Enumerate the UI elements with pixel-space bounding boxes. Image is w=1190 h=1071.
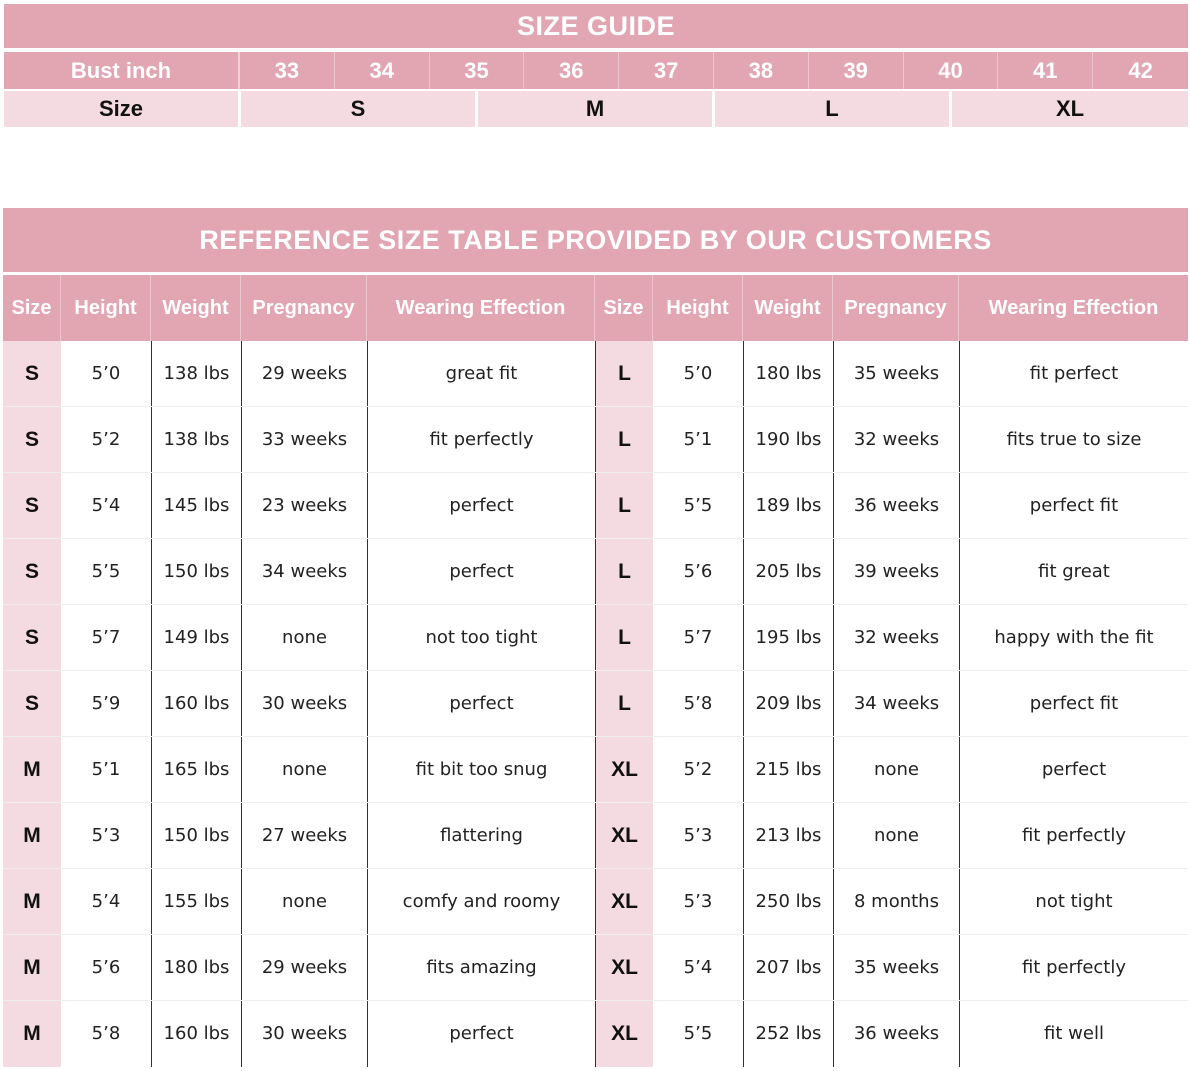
- cell-wearing-effection: not tight: [959, 869, 1188, 934]
- bust-value: 40: [904, 52, 999, 89]
- cell-wearing-effection: fit well: [959, 1001, 1188, 1067]
- cell-weight: 250 lbs: [743, 869, 833, 934]
- cell-wearing-effection: perfect: [367, 473, 595, 538]
- header-size: Size: [595, 275, 653, 341]
- cell-pregnancy: 33 weeks: [241, 407, 367, 472]
- bust-value: 35: [430, 52, 525, 89]
- cell-wearing-effection: fit perfect: [959, 341, 1188, 406]
- cell-height: 5’3: [91, 825, 121, 846]
- cell-size: S: [3, 407, 61, 472]
- cell-height: 5’4: [683, 957, 713, 978]
- size-row-label: Size: [4, 91, 241, 127]
- cell-weight: 189 lbs: [743, 473, 833, 538]
- bust-value: 42: [1128, 58, 1153, 83]
- reference-table-title: REFERENCE SIZE TABLE PROVIDED BY OUR CUSTOMERS: [3, 208, 1188, 272]
- cell-size: XL: [595, 803, 653, 868]
- bust-value: 38: [714, 52, 809, 89]
- cell-size: L: [595, 605, 653, 670]
- cell-wearing-effection: fit perfectly: [367, 407, 595, 472]
- bust-value: 33: [240, 52, 335, 89]
- cell-height: 5’7: [683, 627, 713, 648]
- cell-pregnancy: 39 weeks: [833, 539, 959, 604]
- bust-inch-label: Bust inch: [4, 52, 240, 89]
- cell-height: 5’1: [683, 429, 713, 450]
- cell-pregnancy: 8 months: [833, 869, 959, 934]
- cell-size: XL: [595, 869, 653, 934]
- cell-weight: 195 lbs: [743, 605, 833, 670]
- cell-weight: 209 lbs: [743, 671, 833, 736]
- cell-weight: 138 lbs: [151, 341, 241, 406]
- cell-weight: 149 lbs: [151, 605, 241, 670]
- table-row: [3, 473, 1188, 539]
- cell-size: L: [595, 539, 653, 604]
- cell-height: 5’6: [91, 957, 121, 978]
- cell-height: 5’5: [683, 1023, 713, 1044]
- cell-height: 5’5: [91, 561, 121, 582]
- cell-size: XL: [595, 737, 653, 802]
- cell-pregnancy: none: [833, 803, 959, 868]
- cell-weight: 160 lbs: [151, 671, 241, 736]
- size-value-l: L: [715, 91, 952, 127]
- cell-size: M: [3, 869, 61, 934]
- cell-pregnancy: 35 weeks: [833, 935, 959, 1000]
- cell-wearing-effection: flattering: [367, 803, 595, 868]
- bust-value: 39: [809, 52, 904, 89]
- cell-weight: 150 lbs: [151, 539, 241, 604]
- cell-wearing-effection: fit perfectly: [959, 935, 1188, 1000]
- cell-pregnancy: none: [241, 869, 367, 934]
- header-weight: Weight: [743, 275, 833, 341]
- cell-size: S: [3, 671, 61, 736]
- cell-wearing-effection: perfect: [959, 737, 1188, 802]
- cell-pregnancy: 32 weeks: [833, 407, 959, 472]
- cell-weight: 190 lbs: [743, 407, 833, 472]
- reference-table-header: [3, 275, 1188, 341]
- header-weight: Weight: [151, 275, 241, 341]
- cell-size: XL: [595, 1001, 653, 1067]
- cell-weight: 180 lbs: [743, 341, 833, 406]
- bust-inch-row: [4, 52, 1188, 89]
- header-wearing-effection: Wearing Effection: [988, 297, 1159, 319]
- cell-weight: 207 lbs: [743, 935, 833, 1000]
- cell-height: 5’2: [683, 759, 713, 780]
- size-guide-title: SIZE GUIDE: [4, 4, 1188, 48]
- cell-size: S: [3, 341, 61, 406]
- header-height: Height: [61, 275, 151, 341]
- cell-pregnancy: 29 weeks: [241, 341, 367, 406]
- cell-pregnancy: 34 weeks: [833, 671, 959, 736]
- cell-height: 5’3: [683, 825, 713, 846]
- cell-pregnancy: none: [833, 737, 959, 802]
- cell-height: 5’3: [683, 891, 713, 912]
- bust-value: 37: [619, 52, 714, 89]
- cell-size: L: [595, 671, 653, 736]
- cell-size: M: [3, 737, 61, 802]
- table-row: [3, 341, 1188, 407]
- cell-height: 5’4: [91, 891, 121, 912]
- header-height: Height: [653, 275, 743, 341]
- cell-weight: 155 lbs: [151, 869, 241, 934]
- cell-wearing-effection: perfect: [367, 671, 595, 736]
- reference-size-table: [3, 208, 1188, 1067]
- cell-size: S: [3, 539, 61, 604]
- size-guide-table: [4, 4, 1188, 127]
- table-row: [3, 407, 1188, 473]
- cell-height: 5’2: [91, 429, 121, 450]
- cell-pregnancy: 36 weeks: [833, 473, 959, 538]
- cell-weight: 150 lbs: [151, 803, 241, 868]
- header-size: Size: [3, 275, 61, 341]
- cell-height: 5’6: [683, 561, 713, 582]
- cell-size: M: [3, 803, 61, 868]
- header-wearing-effection: Wearing Effection: [367, 275, 595, 341]
- cell-wearing-effection: perfect fit: [959, 671, 1188, 736]
- header-pregnancy: Pregnancy: [241, 275, 367, 341]
- cell-pregnancy: 23 weeks: [241, 473, 367, 538]
- table-row: [3, 935, 1188, 1001]
- cell-size: L: [595, 407, 653, 472]
- bust-value: 41: [998, 52, 1093, 89]
- cell-pregnancy: 32 weeks: [833, 605, 959, 670]
- cell-height: 5’7: [91, 627, 121, 648]
- cell-height: 5’1: [91, 759, 121, 780]
- cell-height: 5’9: [91, 693, 121, 714]
- cell-weight: 145 lbs: [151, 473, 241, 538]
- size-value-xl: XL: [952, 91, 1188, 127]
- size-value-s: S: [241, 91, 478, 127]
- size-row: [4, 91, 1188, 127]
- cell-pregnancy: 34 weeks: [241, 539, 367, 604]
- table-row: [3, 737, 1188, 803]
- table-row: [3, 539, 1188, 605]
- cell-height: 5’0: [91, 363, 121, 384]
- cell-weight: 165 lbs: [151, 737, 241, 802]
- cell-wearing-effection: perfect fit: [959, 473, 1188, 538]
- cell-wearing-effection: not too tight: [367, 605, 595, 670]
- table-row: [3, 869, 1188, 935]
- cell-wearing-effection: fit bit too snug: [367, 737, 595, 802]
- cell-wearing-effection: comfy and roomy: [367, 869, 595, 934]
- cell-weight: 215 lbs: [743, 737, 833, 802]
- header-pregnancy: Pregnancy: [833, 275, 959, 341]
- cell-weight: 160 lbs: [151, 1001, 241, 1067]
- cell-wearing-effection: happy with the fit: [959, 605, 1188, 670]
- reference-table-body: [3, 341, 1188, 1067]
- cell-pregnancy: 29 weeks: [241, 935, 367, 1000]
- cell-wearing-effection: fit perfectly: [959, 803, 1188, 868]
- cell-pregnancy: 36 weeks: [833, 1001, 959, 1067]
- cell-wearing-effection: great fit: [367, 341, 595, 406]
- cell-wearing-effection: perfect: [367, 1001, 595, 1067]
- cell-height: 5’8: [683, 693, 713, 714]
- cell-height: 5’8: [91, 1023, 121, 1044]
- cell-height: 5’5: [683, 495, 713, 516]
- cell-wearing-effection: fits amazing: [367, 935, 595, 1000]
- cell-weight: 252 lbs: [743, 1001, 833, 1067]
- cell-pregnancy: none: [241, 605, 367, 670]
- cell-pregnancy: 27 weeks: [241, 803, 367, 868]
- cell-height: 5’4: [91, 495, 121, 516]
- cell-size: M: [3, 935, 61, 1000]
- cell-size: XL: [595, 935, 653, 1000]
- cell-wearing-effection: fits true to size: [959, 407, 1188, 472]
- cell-size: S: [3, 473, 61, 538]
- cell-size: L: [595, 473, 653, 538]
- cell-weight: 138 lbs: [151, 407, 241, 472]
- bust-value: 34: [335, 52, 430, 89]
- cell-pregnancy: 30 weeks: [241, 671, 367, 736]
- cell-weight: 213 lbs: [743, 803, 833, 868]
- cell-pregnancy: none: [241, 737, 367, 802]
- cell-pregnancy: 30 weeks: [241, 1001, 367, 1067]
- table-row: [3, 803, 1188, 869]
- table-row: [3, 605, 1188, 671]
- table-row: [3, 671, 1188, 737]
- bust-value: 36: [524, 52, 619, 89]
- size-value-m: M: [478, 91, 715, 127]
- cell-pregnancy: 35 weeks: [833, 341, 959, 406]
- cell-weight: 205 lbs: [743, 539, 833, 604]
- cell-wearing-effection: fit great: [959, 539, 1188, 604]
- cell-weight: 180 lbs: [151, 935, 241, 1000]
- cell-size: S: [3, 605, 61, 670]
- cell-wearing-effection: perfect: [367, 539, 595, 604]
- cell-size: L: [595, 341, 653, 406]
- cell-height: 5’0: [683, 363, 713, 384]
- table-row: [3, 1001, 1188, 1067]
- cell-size: M: [3, 1001, 61, 1067]
